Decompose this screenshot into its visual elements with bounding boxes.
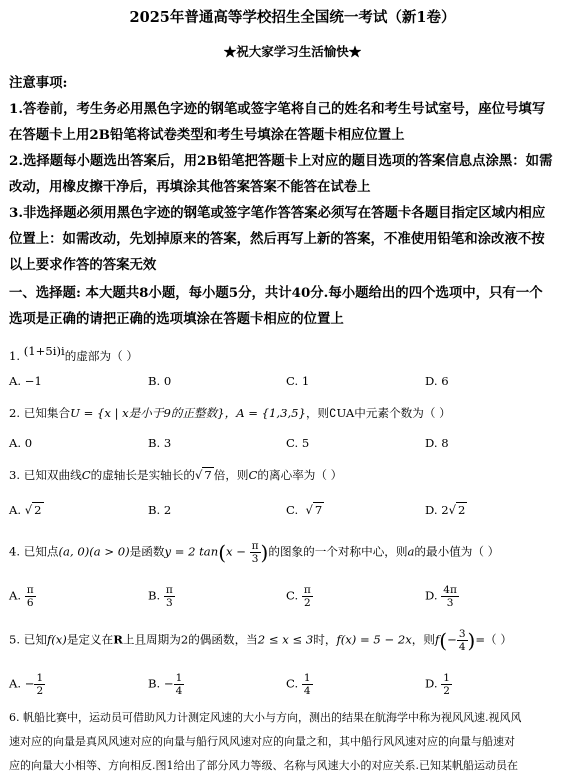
q1-option-c: C. 1 (286, 374, 310, 388)
q5-option-d-num: 1 (443, 672, 450, 684)
q5-option-d-den: 2 (443, 685, 450, 697)
q4-option-b-num: π (165, 584, 173, 596)
q4-option-d (425, 584, 459, 609)
q5-fx: f(x) (46, 632, 67, 647)
q5-option-c-fraction (302, 672, 313, 697)
q3-c-2: C (248, 468, 258, 482)
q5-option-c-num: 1 (303, 672, 311, 684)
q5-text-2: 上且周期为2的偶函数，当 (122, 632, 258, 647)
q1-option-a: A. −1 (9, 374, 42, 388)
q4-a: a (407, 544, 415, 559)
q5-number: 5. 已知 (9, 632, 47, 647)
q5-option-a-sign: − (24, 676, 35, 691)
q4-option-b-fraction (164, 584, 175, 609)
q2-number: 2. 已知集合 (9, 406, 71, 420)
q5-right-paren: ) (467, 628, 476, 653)
q5-option-a-den: 2 (36, 685, 44, 697)
q5-option-a-label: A. (9, 676, 22, 691)
q5-option-d-label: D. (425, 676, 438, 691)
q4-left-paren: ( (218, 540, 226, 565)
q5-definition: f(x) = 5 − 2x (336, 632, 412, 647)
q3-text-2: 倍，则 (213, 468, 249, 482)
q5-num: 3 (458, 628, 466, 640)
q5-text-1: 是定义在 (66, 632, 114, 647)
q2-option-c: C. 5 (286, 436, 310, 450)
q4-option-d-fraction (441, 584, 459, 609)
q4-option-c-den: 2 (303, 597, 311, 609)
page-subtitle: ★祝大家学习生活愉快★ (223, 44, 362, 59)
q3-option-d-radicand: 2 (458, 503, 466, 517)
q3-number: 3. 已知双曲线 (9, 468, 82, 482)
q5-option-b-fraction (174, 672, 185, 697)
q6-line-3: 应的向量大小相等、方向相反.图1给出了部分风力等级、名称与风速大小的对应关系.已知某帆船运动员在 (9, 759, 518, 772)
q5-f: f (435, 632, 440, 647)
q5-option-d (425, 672, 452, 697)
q2-set-u: U = {x | x是小于9的正整数} (70, 406, 225, 420)
q4-pi-over-3 (250, 540, 261, 565)
section-line-2: 选项是正确的请把正确的选项填涂在答题卡相应的位置上 (9, 311, 344, 327)
q2-option-a: A. 0 (9, 436, 33, 450)
q5-text-4: ，则 (411, 632, 435, 647)
q3-option-a: A. √ 2 (9, 503, 42, 517)
page-title: 2025年普通高等学校招生全国统一考试（新1卷） (129, 9, 456, 26)
q3-radicand: 7 (204, 468, 212, 482)
q4-function: y = 2 tan (164, 544, 219, 559)
q4-point: (a, 0)(a > 0) (58, 544, 130, 559)
notice-heading: 注意事项: (9, 75, 68, 91)
q5-den: 4 (458, 641, 466, 653)
q5-equals: =（ ） (475, 632, 512, 647)
q4-three: 3 (251, 553, 259, 565)
q4-option-d-den: 3 (446, 597, 454, 609)
q5-left-paren: ( (439, 628, 448, 653)
q4-option-a-fraction (25, 584, 36, 609)
q3-option-c-radicand: 7 (314, 503, 323, 517)
q4-option-d-label: D. (425, 588, 438, 603)
q5-option-b-label: B. (148, 676, 161, 691)
q5-option-b-sign: − (163, 676, 174, 691)
notice-line-4: 改动，用橡皮擦干净后，再填涂其他答案答案不能答在试卷上 (9, 179, 371, 195)
q5-option-c-den: 4 (303, 685, 311, 697)
q3-option-c-label: C. (286, 503, 299, 517)
notice-line-1: 1.答卷前，考生务必用黑色字迹的钢笔或签字笔将自己的姓名和考生号试室号，座位号填写 (9, 101, 546, 117)
q5-option-d-fraction (441, 672, 452, 697)
question-3 (9, 467, 342, 483)
q5-option-c-label: C. (286, 676, 299, 691)
q4-text-1: 是函数 (129, 544, 165, 559)
q5-three-quarters (457, 628, 468, 653)
notice-line-3: 2.选择题每小题选出答案后，用2B铅笔把答题卡上对应的题目选项的答案信息点涂黑：如需 (9, 153, 553, 169)
q5-r: R (113, 632, 123, 647)
q4-option-d-num: 4π (443, 584, 457, 596)
question-4 (9, 540, 499, 565)
q5-text-3: 时， (313, 632, 337, 647)
notice-line-7: 以上要求作答的答案无效 (9, 257, 157, 273)
q4-option-b-den: 3 (166, 597, 173, 609)
question-6 (9, 706, 575, 778)
q4-right-paren: ) (260, 540, 269, 565)
q3-sqrt-sign: √ (194, 468, 203, 482)
q2-option-b: B. 3 (148, 436, 172, 450)
q4-option-b-label: B. (148, 588, 161, 603)
q5-option-c (286, 672, 313, 697)
q5-option-a-fraction (34, 672, 45, 697)
question-1 (9, 344, 138, 364)
q4-option-a-num: π (26, 584, 34, 596)
q3-option-a-radicand: 2 (34, 503, 42, 517)
q2-set-a: ，A = {1,3,5} (224, 406, 306, 420)
notice-line-5: 3.非选择题必须用黑色字迹的钢笔或签字笔作答答案必须写在答题卡各题目指定区域内相应 (9, 205, 546, 221)
notice-line-6: 位置上：如需改动，先划掉原来的答案，然后再写上新的答案，不准使用铅笔和涂改液不按 (9, 231, 545, 247)
q3-option-b: B. 2 (148, 503, 172, 517)
q4-option-a-label: A. (9, 588, 22, 603)
q4-option-c (286, 584, 313, 609)
q4-option-a-den: 6 (26, 597, 34, 609)
q5-option-b-num: 1 (175, 672, 183, 684)
q1-option-d: D. 6 (425, 374, 449, 388)
q2-text: ，则∁UA中元素个数为（ ） (305, 406, 451, 420)
q6-line-1: 6. 帆船比赛中，运动员可借助风力计测定风速的大小与方向，测出的结果在航海学中称为视风风速.视风风 (9, 711, 522, 724)
q3-option-d-label: D. 2 (425, 503, 449, 517)
q5-option-a-num: 1 (36, 672, 44, 684)
q4-pi: π (251, 540, 259, 552)
q4-option-c-num: π (303, 584, 311, 596)
q4-option-a (9, 584, 36, 609)
q4-number: 4. 已知点 (9, 544, 59, 559)
q3-c: C (81, 468, 91, 482)
question-2 (9, 405, 451, 421)
q4-text-2: 的图象的一个对称中心，则 (268, 544, 408, 559)
q3-text-1: 的虚轴长是实轴长的 (90, 468, 195, 482)
q4-x-minus: x − (226, 544, 246, 559)
q5-option-b (148, 672, 184, 697)
q1-option-b: B. 0 (148, 374, 172, 388)
question-5 (9, 628, 512, 653)
q1-number: 1. (9, 349, 21, 363)
q5-minus: − (447, 632, 457, 647)
q3-text-3: 的离心率为（ ） (257, 468, 343, 482)
q5-option-b-den: 4 (175, 685, 183, 697)
q1-expression: (1+5i)i (23, 344, 65, 358)
section-line-1: 一、选择题: 本大题共8小题，每小题5分，共计40分.每小题给出的四个选项中，只有一个 (9, 285, 543, 301)
q3-option-d: D. 2√ 2 (425, 503, 466, 517)
q4-option-c-label: C. (286, 588, 299, 603)
q5-option-a (9, 672, 45, 697)
q4-option-b (148, 584, 175, 609)
notice-line-2: 在答题卡上用2B铅笔将试卷类型和考生号填涂在答题卡相应位置上 (9, 127, 405, 143)
q6-line-2: 速对应的向量是真风风速对应的向量与船行风风速对应的向量之和，其中船行风风速对应的向量与船速对 (9, 735, 515, 748)
q2-option-d: D. 8 (425, 436, 449, 450)
q5-condition: 2 ≤ x ≤ 3 (257, 632, 314, 647)
q3-option-c: C. √ 7 (286, 503, 323, 517)
q4-option-c-fraction (302, 584, 313, 609)
q4-text-3: 的最小值为（ ） (414, 544, 500, 559)
q1-text: 的虚部为（ ） (64, 349, 138, 363)
q3-option-a-label: A. (9, 503, 22, 517)
